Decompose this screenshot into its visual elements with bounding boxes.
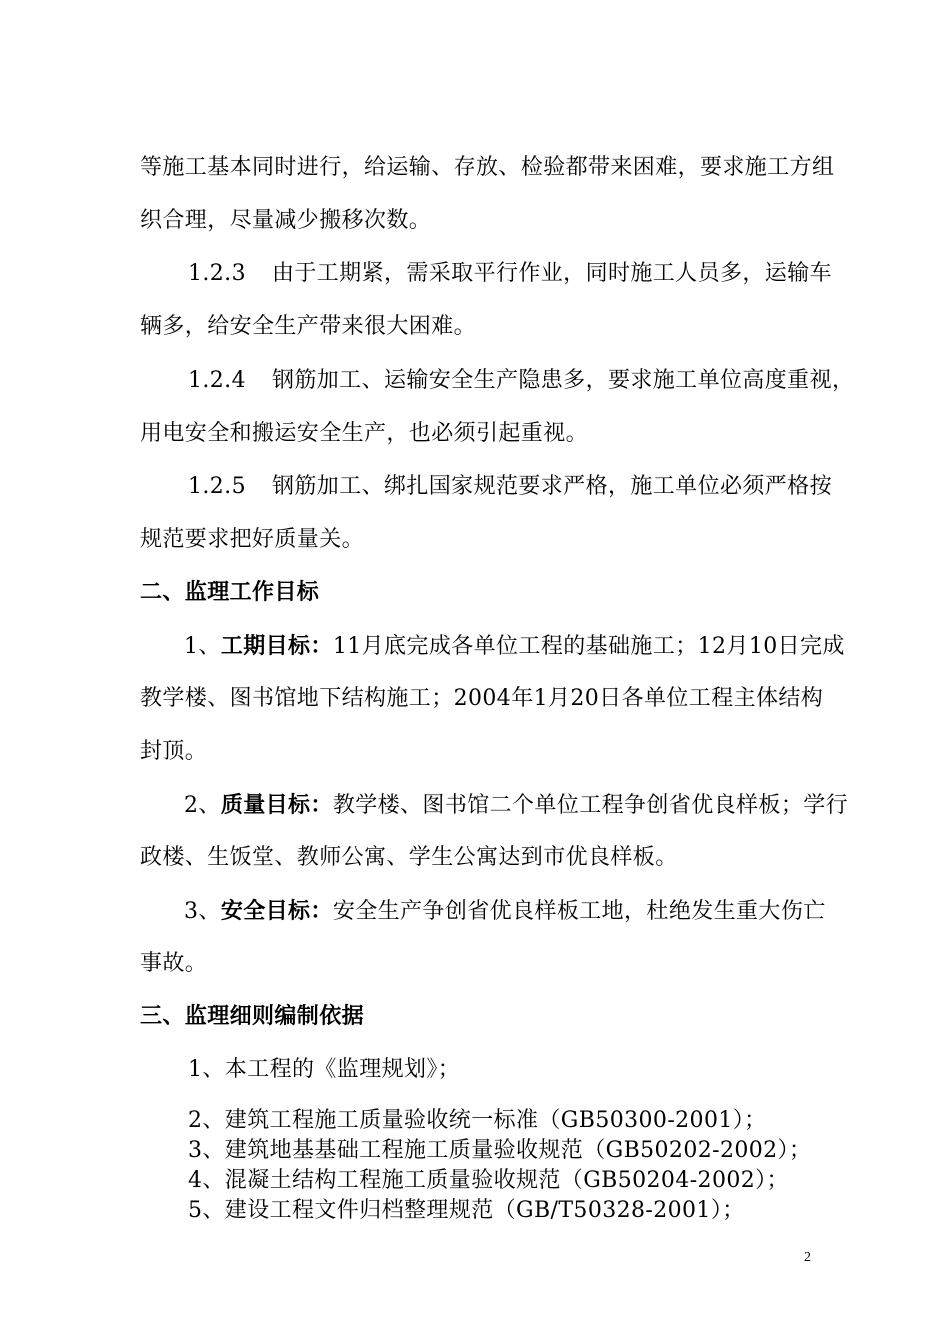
paragraph-line: 规范要求把好质量关。	[140, 527, 365, 552]
paragraph-line: 封顶。	[140, 739, 208, 764]
item-text: 由于工期紧，需采取平行作业，同时施工人员多，运输车	[271, 261, 832, 286]
goal-quality	[184, 790, 848, 821]
section-heading-3: 三、监理细则编制依据	[140, 1004, 365, 1029]
goal-label: 安全目标：	[220, 898, 333, 924]
goal-text: 11月底完成各单位工程的基础施工；12月10日完成	[332, 634, 845, 659]
item-number: 1.2.4	[188, 368, 246, 393]
goal-label: 质量目标：	[220, 792, 333, 818]
goal-text: 安全生产争创省优良样板工地，杜绝发生重大伤亡	[332, 899, 826, 924]
goal-label: 工期目标：	[220, 633, 333, 659]
goal-prefix: 3、	[184, 899, 221, 924]
item-text: 钢筋加工、绑扎国家规范要求严格，施工单位必须严格按	[271, 474, 832, 499]
goal-text: 教学楼、图书馆二个单位工程争创省优良样板；学行	[332, 793, 849, 818]
paragraph-line: 辆多，给安全生产带来很大困难。	[140, 314, 477, 339]
goal-safety	[184, 896, 826, 927]
goal-prefix: 1、	[184, 634, 221, 659]
basis-item: 1、本工程的《监理规划》；	[188, 1057, 461, 1082]
item-number: 1.2.3	[188, 261, 246, 286]
item-1-2-4	[188, 366, 854, 396]
paragraph-line: 事故。	[140, 951, 208, 976]
paragraph-line: 等施工基本同时进行，给运输、存放、检验都带来困难，要求施工方组	[140, 155, 835, 180]
section-heading-2: 二、监理工作目标	[140, 580, 320, 605]
item-1-2-5	[188, 472, 832, 502]
basis-item: 4、混凝土结构工程施工质量验收规范（GB50204-2002）；	[188, 1168, 789, 1193]
goal-prefix: 2、	[184, 793, 221, 818]
basis-item: 5、建设工程文件归档整理规范（GB/T50328-2001）；	[188, 1198, 745, 1223]
paragraph-line: 政楼、生饭堂、教师公寓、学生公寓达到市优良样板。	[140, 845, 678, 870]
goal-schedule	[184, 631, 845, 662]
basis-item: 2、建筑工程施工质量验收统一标准（GB50300-2001）；	[188, 1108, 767, 1133]
item-1-2-3	[188, 259, 832, 289]
item-text: 钢筋加工、运输安全生产隐患多，要求施工单位高度重视，	[271, 368, 855, 393]
page-number: 2	[804, 1250, 811, 1265]
paragraph-line: 用电安全和搬运安全生产，也必须引起重视。	[140, 421, 589, 446]
paragraph-line: 教学楼、图书馆地下结构施工；2004年1月20日各单位工程主体结构	[140, 686, 824, 711]
paragraph-line: 织合理，尽量减少搬移次数。	[140, 208, 432, 233]
basis-item: 3、建筑地基基础工程施工质量验收规范（GB50202-2002）；	[188, 1138, 812, 1163]
item-number: 1.2.5	[188, 474, 246, 499]
